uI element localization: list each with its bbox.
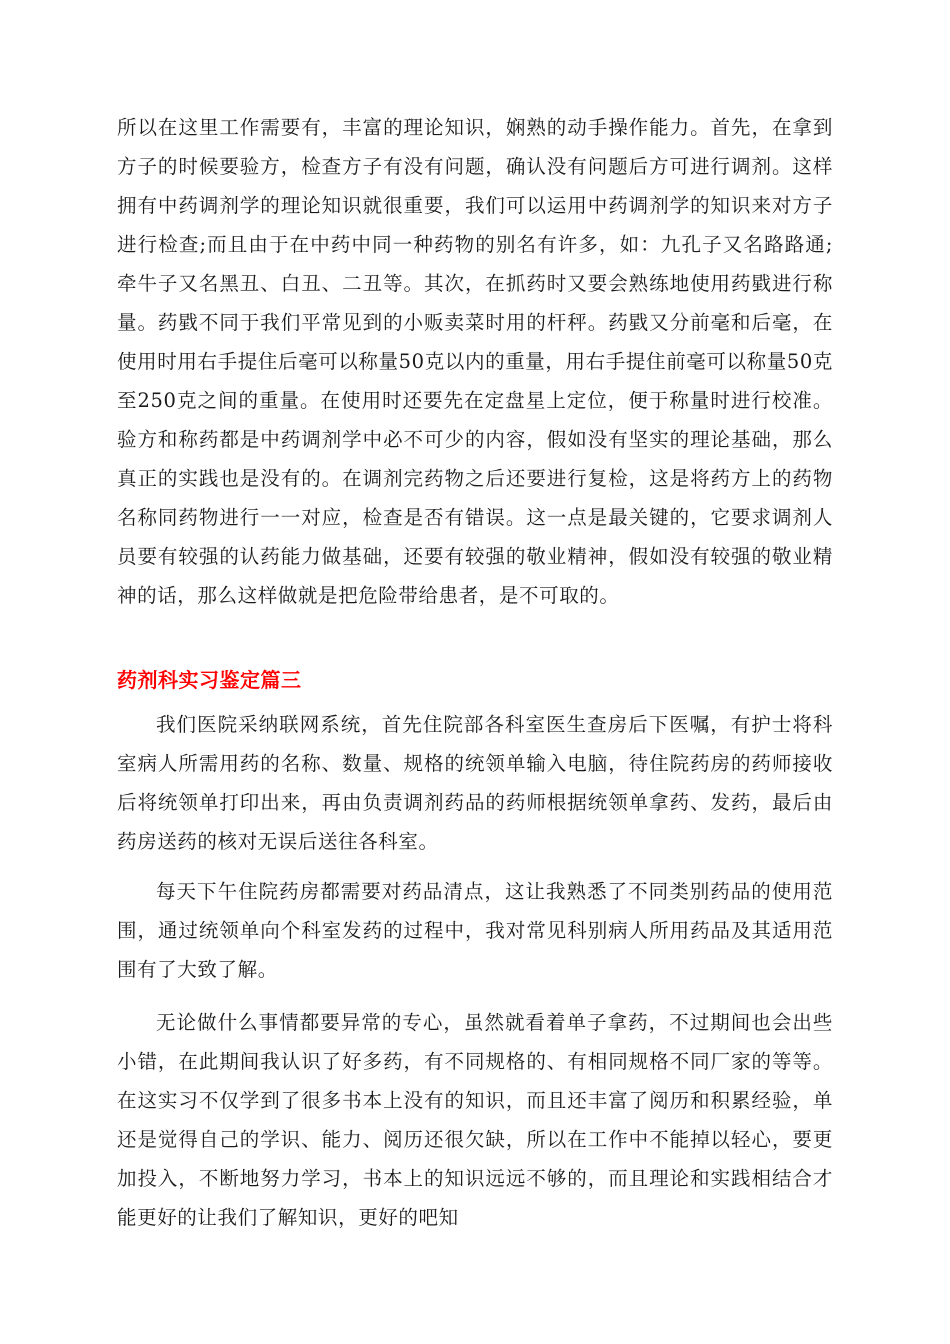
body-paragraph-4: 无论做什么事情都要异常的专心，虽然就看着单子拿药，不过期间也会出些小错，在此期间我认识了好多药，有不同规格的、有相同规格不同厂家的等等。在这实习不仅学到了很多书本上没有的知识，而且还丰富了阅历和积累经验，单还是觉得自己的学识、能力、阅历还很欠缺，所以在工作中不能掉以轻心，要更加投入，不断地努力学习，书本上的知识远远不够的，而且理论和实践相结合才能更好的让我们了解知识，更好的吧知 xyxy=(117,1011,833,1229)
body-paragraph-2: 我们医院采纳联网系统，首先住院部各科室医生查房后下医嘱，有护士将科室病人所需用药的名称、数量、规格的统领单输入电脑，待住院药房的药师接收后将统领单打印出来，再由负责调剂药品的药师根据统领单拿药、发药，最后由药房送药的核对无误后送往各科室。 xyxy=(117,713,833,853)
body-paragraph-1: 所以在这里工作需要有，丰富的理论知识，娴熟的动手操作能力。首先，在拿到方子的时候要验方，检查方子有没有问题，确认没有问题后方可进行调剂。这样拥有中药调剂学的理论知识就很重要，我们可以运用中药调剂学的知识来对方子进行检查;而且由于在中药中同一种药物的别名有许多，如：九孔子又名路路通;牵牛子又名黑丑、白丑、二丑等。其次，在抓药时又要会熟练地使用药戥进行称量。药戥不同于我们平常见到的小贩卖菜时用的杆秤。药戥又分前毫和后毫，在使用时用右手提住后毫可以称量50克以内的重量，用右手提住前毫可以称量50克至250克之间的重量。在使用时还要先在定盘星上定位，便于称量时进行校准。验方和称药都是中药调剂学中必不可少的内容，假如没有坚实的理论基础，那么真正的实践也是没有的。在调剂完药物之后还要进行复检，这是将药方上的药物名称同药物进行一一对应，检查是否有错误。这一点是最关键的，它要求调剂人员要有较强的认药能力做基础，还要有较强的敬业精神，假如没有较强的敬业精神的话，那么这样做就是把危险带给患者，是不可取的。 xyxy=(117,116,833,607)
body-paragraph-3: 每天下午住院药房都需要对药品清点，这让我熟悉了不同类别药品的使用范围，通过统领单向个科室发药的过程中，我对常见科别病人所用药品及其适用范围有了大致了解。 xyxy=(117,880,833,981)
section-heading: 药剂科实习鉴定篇三 xyxy=(117,668,302,692)
